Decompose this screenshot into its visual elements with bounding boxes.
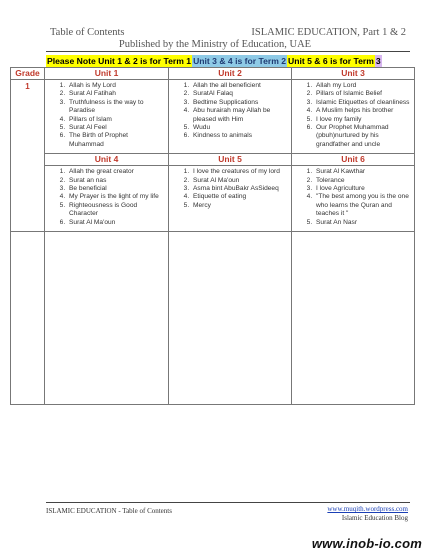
- footer-title: ISLAMIC EDUCATION - Table of Contents: [46, 507, 172, 515]
- unit-1-header: Unit 1: [45, 68, 169, 80]
- list-item: 1. Allah is My Lord: [67, 82, 164, 90]
- list-item: 2. Surat an nas: [67, 177, 164, 185]
- list-item: 6. Surat Al Ma'oun: [67, 219, 164, 227]
- term-note-1: Please Note Unit 1 & 2 is for Term 1: [47, 56, 192, 66]
- list-item: 3. Islamic Etiquettes of cleanliness: [314, 99, 410, 107]
- list-item: 1. Allah the all beneficient: [191, 82, 287, 90]
- footer-divider: [46, 502, 410, 503]
- list-item: 1. Allah the great creator: [67, 168, 164, 176]
- unit-4-cell: [45, 154, 169, 232]
- grade-header: Grade: [11, 68, 45, 80]
- list-item: 5. Surat An Nasr: [314, 219, 410, 227]
- unit-2-header: Unit 2: [169, 68, 292, 80]
- list-item: 5. Wudu: [191, 124, 287, 132]
- list-item: 6. Kindness to animals: [191, 132, 287, 140]
- header-divider: [46, 51, 410, 52]
- header-title: Table of Contents: [50, 27, 125, 38]
- list-item: 4. My Prayer is the light of my life: [67, 193, 164, 201]
- list-item: 2. Pillars of Islamic Belief: [314, 90, 410, 98]
- list-item: 5. Surat Al Feel: [67, 124, 164, 132]
- empty-cell: [292, 232, 415, 405]
- unit-5-list: [169, 168, 291, 210]
- table-header-row: [11, 68, 415, 80]
- term-note-4: 3: [375, 56, 381, 66]
- unit-2-list: [169, 82, 291, 141]
- table-row: [11, 154, 415, 232]
- unit-6-header: Unit 6: [292, 154, 414, 166]
- list-item: 2. Surat Al Ma'oun: [191, 177, 287, 185]
- term-note-2: Unit 3 & 4 is for Term 2: [193, 56, 287, 66]
- list-item: 3. Bedtime Supplications: [191, 99, 287, 107]
- empty-cell: [169, 232, 292, 405]
- unit-4-header: Unit 4: [45, 154, 168, 166]
- list-item: 6. The Birth of Prophet Muhammad: [67, 132, 164, 149]
- footer-website-link[interactable]: www.muqith.wordpress.com: [327, 505, 408, 513]
- list-item: 3. Asma bint AbuBakr AsSideeq: [191, 185, 287, 193]
- unit-6-list: [292, 168, 414, 227]
- header-book-title: ISLAMIC EDUCATION, Part 1 & 2: [251, 27, 406, 38]
- list-item: 4. Etiquette of eating: [191, 193, 287, 201]
- list-item: 2. Surat Al Fatihah: [67, 90, 164, 98]
- list-item: 3. Truthfulness is the way to Paradise: [67, 99, 164, 116]
- list-item: 4. "The best among you is the one who learns the Quran and teaches it ": [314, 193, 410, 218]
- list-item: 3. Be beneficial: [67, 185, 164, 193]
- list-item: 1. Allah my Lord: [314, 82, 410, 90]
- unit-3-header: Unit 3: [292, 68, 415, 80]
- unit-2-cell: [169, 80, 292, 154]
- unit-5-cell: [169, 154, 292, 232]
- unit-3-list: [292, 82, 414, 149]
- header-subtitle: Published by the Ministry of Education, UAE: [118, 39, 312, 50]
- unit-6-cell: [292, 154, 415, 232]
- unit-1-cell: [45, 80, 169, 154]
- term-note: [46, 55, 410, 67]
- table-row: [11, 80, 415, 154]
- list-item: 5. Mercy: [191, 202, 287, 210]
- footer-blog-name: Islamic Education Blog: [341, 514, 408, 522]
- unit-4-list: [45, 168, 168, 227]
- term-note-3: Unit 5 & 6 is for Term: [288, 56, 374, 66]
- list-item: 4. A Muslim helps his brother: [314, 107, 410, 115]
- grade-value: 1: [11, 80, 45, 232]
- list-item: 4. Abu hurairah may Allah be pleased with Him: [191, 107, 287, 124]
- list-item: 6. Our Prophet Muhammad (pbuh)nurtured by his grandfather and uncle: [314, 124, 410, 149]
- list-item: 3. I love Agriculture: [314, 185, 410, 193]
- empty-cell: [11, 232, 45, 405]
- list-item: 5. I love my family: [314, 116, 410, 124]
- unit-3-cell: [292, 80, 415, 154]
- list-item: 5. Righteousness is Good Character: [67, 202, 164, 219]
- list-item: 2. Tolerance: [314, 177, 410, 185]
- unit-5-header: Unit 5: [169, 154, 291, 166]
- list-item: 4. Pillars of Islam: [67, 116, 164, 124]
- list-item: 1. I love the creatures of my lord: [191, 168, 287, 176]
- empty-cell: [45, 232, 169, 405]
- table-empty-row: [11, 232, 415, 405]
- contents-table: [10, 67, 415, 405]
- unit-1-list: [45, 82, 168, 149]
- watermark: www.inob-io.com: [311, 536, 422, 551]
- list-item: 1. Surat Al Kawthar: [314, 168, 410, 176]
- list-item: 2. SuratAl Falaq: [191, 90, 287, 98]
